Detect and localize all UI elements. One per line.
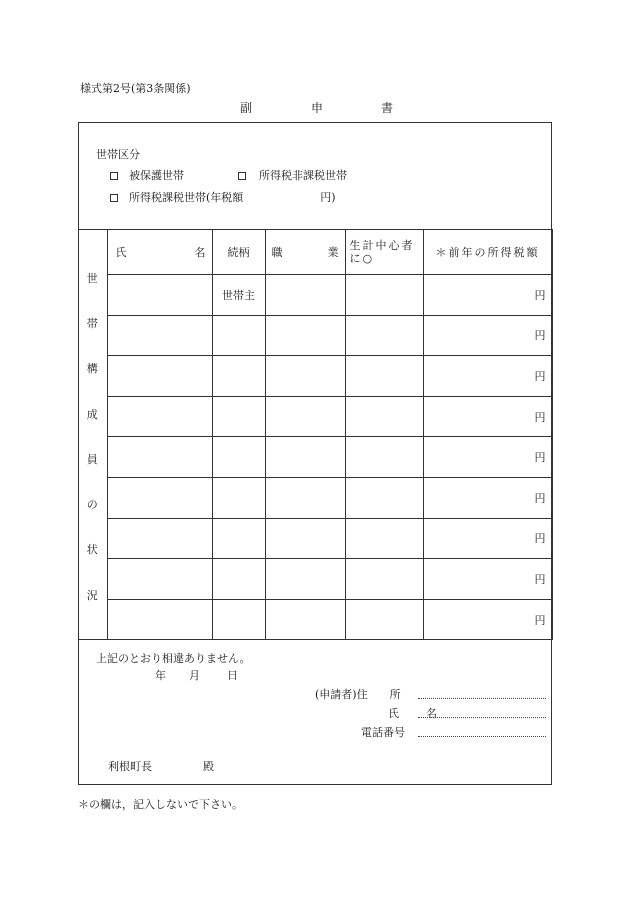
side-char: 員 — [86, 452, 98, 466]
document-title-char-1: 副 — [240, 101, 253, 115]
addressee-mayor: 利根町長 — [108, 760, 152, 773]
footnote: ＊の欄は，記入しないで下さい。 — [78, 798, 243, 811]
document-title-char-3: 書 — [381, 101, 394, 115]
table-row — [78, 477, 552, 518]
option-taxable-label: 所得税課税世帯(年税額 円) — [129, 191, 336, 204]
main-earner-cell[interactable] — [345, 275, 423, 316]
side-char: 帯 — [86, 316, 98, 330]
household-members-table — [78, 229, 553, 640]
table-row — [78, 518, 552, 559]
main-earner-cell[interactable] — [345, 315, 423, 356]
main-earner-cell[interactable] — [345, 477, 423, 518]
relation-cell[interactable] — [212, 396, 265, 437]
header-name-char-2: 名 — [194, 246, 206, 259]
occupation-cell[interactable] — [265, 356, 345, 397]
main-earner-cell[interactable] — [345, 599, 423, 640]
main-earner-cell[interactable] — [345, 437, 423, 478]
header-relation: 続柄 — [212, 230, 265, 275]
relation-cell[interactable] — [212, 477, 265, 518]
header-name-char-1: 氏 — [115, 246, 127, 259]
name-cell[interactable] — [107, 275, 212, 316]
tax-amount-cell[interactable]: 円 — [423, 396, 552, 437]
date-day-label: 日 — [227, 669, 238, 682]
name-cell[interactable] — [107, 559, 212, 600]
main-earner-cell[interactable] — [345, 396, 423, 437]
applicant-name-label-char-1: 氏 — [388, 707, 399, 720]
tax-amount-cell[interactable]: 円 — [423, 356, 552, 397]
addressee-honorific: 殿 — [203, 760, 214, 773]
tax-amount-cell[interactable]: 円 — [423, 275, 552, 316]
occupation-cell[interactable] — [265, 437, 345, 478]
relation-cell[interactable] — [212, 315, 265, 356]
name-cell[interactable] — [107, 396, 212, 437]
header-occupation-char-2: 業 — [327, 246, 339, 259]
occupation-cell[interactable] — [265, 559, 345, 600]
header-main-earner: 生計中心者に○ — [345, 230, 423, 275]
relation-cell[interactable] — [212, 559, 265, 600]
tax-amount-cell[interactable]: 円 — [423, 477, 552, 518]
members-status-side-label — [78, 230, 107, 640]
applicant-address-line[interactable] — [418, 698, 546, 699]
tax-amount-cell[interactable]: 円 — [423, 315, 552, 356]
relation-cell[interactable] — [212, 437, 265, 478]
occupation-cell[interactable] — [265, 315, 345, 356]
name-cell[interactable] — [107, 315, 212, 356]
name-cell[interactable] — [107, 437, 212, 478]
relation-cell[interactable] — [212, 518, 265, 559]
checkbox-tax-exempt[interactable] — [238, 172, 246, 180]
relation-cell[interactable] — [212, 599, 265, 640]
occupation-cell[interactable] — [265, 599, 345, 640]
relation-cell[interactable] — [212, 356, 265, 397]
checkbox-taxable[interactable] — [110, 194, 118, 202]
main-earner-cell[interactable] — [345, 518, 423, 559]
header-occupation-char-1: 職 — [271, 246, 283, 259]
side-char: 成 — [86, 407, 98, 421]
name-cell[interactable] — [107, 477, 212, 518]
table-row — [78, 315, 552, 356]
tax-amount-cell[interactable]: 円 — [423, 437, 552, 478]
name-cell[interactable] — [107, 599, 212, 640]
declaration-statement: 上記のとおり相違ありません。 — [96, 652, 251, 665]
header-prev-year-tax: ＊前年の所得税額 — [423, 230, 552, 275]
applicant-phone-line[interactable] — [418, 736, 546, 737]
side-char: 世 — [86, 271, 98, 285]
side-char: の — [86, 498, 98, 512]
occupation-cell[interactable] — [265, 396, 345, 437]
table-row — [78, 559, 552, 600]
applicant-name-line[interactable] — [418, 717, 546, 718]
table-row — [78, 275, 552, 316]
table-row — [78, 396, 552, 437]
tax-amount-cell[interactable]: 円 — [423, 518, 552, 559]
header-occupation — [265, 230, 345, 275]
side-char: 構 — [86, 362, 98, 376]
date-year-label: 年 — [155, 669, 166, 682]
date-month-label: 月 — [189, 669, 200, 682]
name-cell[interactable] — [107, 518, 212, 559]
applicant-address-label: (申請者)住 所 — [315, 688, 401, 701]
table-row — [78, 599, 552, 640]
applicant-name-label-char-2: 名 — [426, 707, 437, 720]
tax-amount-cell[interactable]: 円 — [423, 559, 552, 600]
form-number-label: 様式第2号(第3条関係) — [80, 82, 191, 95]
option-tax-exempt-label: 所得税非課税世帯 — [259, 169, 347, 182]
table-header-row — [78, 230, 552, 275]
occupation-cell[interactable] — [265, 477, 345, 518]
document-title-char-2: 申 — [311, 101, 324, 115]
tax-amount-cell[interactable]: 円 — [423, 599, 552, 640]
main-earner-cell[interactable] — [345, 559, 423, 600]
table-row — [78, 356, 552, 397]
header-name — [107, 230, 212, 275]
name-cell[interactable] — [107, 356, 212, 397]
side-char: 状 — [86, 543, 98, 557]
household-category-heading: 世帯区分 — [96, 148, 140, 161]
applicant-phone-label: 電話番号 — [361, 726, 405, 739]
occupation-cell[interactable] — [265, 518, 345, 559]
main-earner-cell[interactable] — [345, 356, 423, 397]
checkbox-welfare[interactable] — [110, 172, 118, 180]
occupation-cell[interactable] — [265, 275, 345, 316]
relation-cell[interactable]: 世帯主 — [212, 275, 265, 316]
side-char: 況 — [86, 588, 98, 602]
table-row — [78, 437, 552, 478]
option-welfare-label: 被保護世帯 — [129, 169, 184, 182]
